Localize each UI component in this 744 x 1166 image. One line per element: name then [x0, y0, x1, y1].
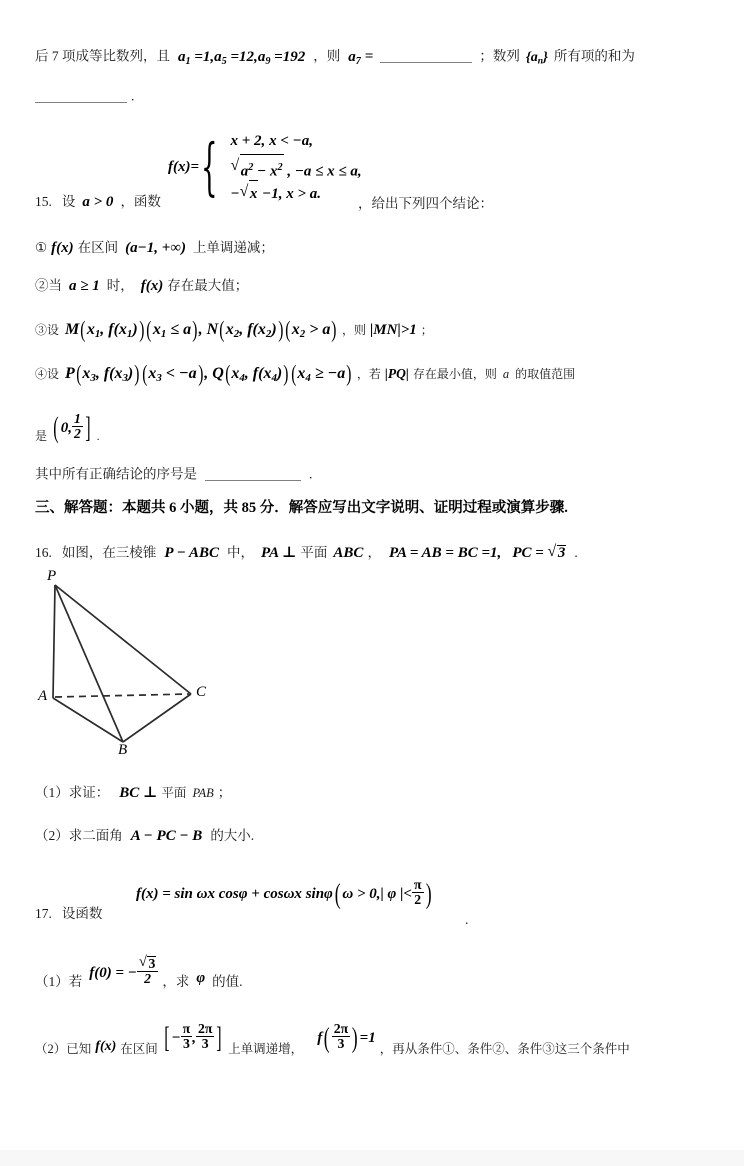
q15-piece-1: x + 2, x < −a, [230, 133, 313, 149]
edge-PB [55, 585, 123, 742]
q16-part2-end: 的大小. [210, 828, 255, 843]
q17-formula-line [136, 877, 433, 910]
q16-comma: ， [367, 545, 381, 560]
q16-period: . [574, 545, 578, 560]
edge-AC-dashed [55, 694, 189, 697]
q17-part-1 [35, 956, 243, 988]
q15-c1-mark: ① [35, 240, 48, 255]
q15-piece-3: − √ x −1, x > a. [231, 180, 362, 206]
q16-part2-mark: （2）求二面角 [35, 828, 123, 843]
q15-c4-interval: ( 0, $\frac{1}{2}$ ] [53, 411, 91, 444]
vertex-label-A: A [38, 688, 48, 704]
q16-part-1 [35, 785, 231, 801]
q17-condition: ( ω > 0,| φ |< $\frac{\pi}{2}$ ) [334, 877, 432, 910]
edge-PA [53, 585, 55, 698]
q15-c1-mid: 在区间 [77, 240, 119, 255]
q14-formula: $a_1 =1,a_5 =12,a_9 =192$ [178, 48, 306, 67]
q15-c2-mark: ②当 [35, 278, 62, 293]
q15-fx-label: f(x)= [168, 158, 200, 175]
q14-answer-blank-1[interactable] [380, 48, 472, 63]
q16-pc: PC = √ 3 [512, 545, 566, 561]
q15-c3-mid: ，则 [341, 323, 366, 337]
q16-number: 16. [35, 545, 52, 560]
q15-lead: 设 [61, 194, 76, 209]
q15-c4-pq: |PQ| [384, 366, 409, 381]
tetrahedron-figure [20, 560, 250, 770]
q15-c2-cond: a ≥ 1 [69, 278, 100, 294]
q14-text-c: 所有项的和为 [553, 48, 635, 64]
q16-plane-abc: ABC [333, 545, 364, 561]
q14-text-a: 后 7 项成等比数列，且 [35, 48, 170, 64]
q15-c1-fx: f(x) [51, 240, 74, 256]
q14-equals: = [364, 48, 374, 65]
q15-condition: a > 0 [82, 194, 114, 210]
q16-lengths: PA = AB = BC =1, [388, 545, 502, 561]
q15-piece-rows [231, 128, 362, 206]
q15-answer-blank[interactable] [205, 466, 301, 481]
q16-stem [35, 545, 578, 561]
q15-ask-period: . [309, 466, 313, 482]
q15-piecewise-function [168, 128, 362, 206]
q17-part2-fval: f( $\frac{2\pi}{3}$ ) =1 [317, 1021, 376, 1054]
q15-stem [35, 194, 161, 210]
q17-part-2 [35, 1022, 630, 1055]
q17-lead: 设函数 [61, 906, 103, 921]
q15-conclusion-3 [35, 317, 433, 343]
tetrahedron-svg [20, 560, 250, 770]
q16-plane-word: 平面 [300, 545, 328, 560]
q16-perp: PA ⊥ [261, 545, 297, 561]
q15-conclusion-1 [35, 240, 274, 256]
q16-part1-mark: （1）求证： [35, 785, 110, 800]
q15-tail-text: ，给出下列四个结论： [358, 196, 493, 211]
left-brace-icon: { [201, 129, 218, 203]
q17-part1-end: 的值. [212, 973, 243, 989]
q16-solid: P − ABC [164, 545, 220, 561]
vertex-label-P: P [47, 568, 57, 584]
q17-part1-mid: ，求 [162, 973, 190, 989]
q15-ask-line [35, 466, 312, 483]
q17-part2-mid: 在区间 [120, 1041, 158, 1056]
q14-text-semi: ；数列 [479, 48, 520, 64]
q14-answer-blank-2[interactable] [35, 88, 127, 103]
q16-mid1: 中， [227, 545, 255, 560]
vertex-label-B: B [118, 742, 128, 758]
section-3-heading-text: 三、解答题：本题共 6 小题，共 85 分．解答应写出文字说明、证明过程或演算步骤. [35, 500, 568, 516]
q17-part2-f: f(x) [95, 1038, 117, 1054]
q15-conclusion-2 [35, 278, 248, 294]
section-3-heading [35, 500, 568, 516]
q15-c1-interval: (a−1, +∞) [125, 240, 186, 256]
edge-AB [53, 698, 123, 742]
q17-stem [35, 906, 102, 922]
q16-part1-pab: PAB [192, 786, 214, 800]
q15-c4-mid2: 存在最小值，则 [412, 367, 497, 381]
q14-tail-line1 [35, 48, 635, 67]
q15-c3-points: $M(x_1$, $f(x_1)$) $(x_1 \le a)$, $N(x_2$, $f(x_2)$) $(x_2 > a)$ [65, 317, 337, 343]
q16-part-2 [35, 828, 254, 844]
page-bottom-band [0, 1150, 744, 1166]
q17-part1-phi: φ [196, 969, 206, 986]
q15-comma1: ，函数 [120, 194, 161, 209]
q16-part1-end: ； [217, 785, 232, 800]
q17-period: . [465, 912, 469, 927]
q15-c2-fx: f(x) [140, 278, 164, 294]
q14-sequence-symbol: $\{a_n\}$ [525, 49, 548, 67]
q15-c2-end: 存在最大值； [167, 278, 249, 293]
q17-period-wrap [465, 912, 468, 928]
q15-ask-text: 其中所有正确结论的序号是 [35, 466, 197, 482]
q15-c4-is: 是 [35, 428, 48, 443]
q16-part1-math: BC ⊥ [119, 785, 158, 801]
q17-part2-interval: [ − $\frac{\pi}{3}$ , $\frac{2\pi}{3}$ ] [163, 1021, 222, 1054]
q15-c4-a: a [502, 367, 510, 381]
edge-BC [123, 694, 191, 742]
q17-part2-mark: （2）已知 [35, 1041, 92, 1056]
q17-formula: f(x) = sin ωx cosφ + cosωx sinφ [136, 885, 333, 902]
q14-period: . [131, 88, 135, 104]
q15-c4-mid: ，若 [356, 367, 381, 381]
q14-tail-line2 [35, 88, 134, 105]
q17-part2-mid2: 上单调递增， [228, 1041, 304, 1056]
q14-a7: $a_7$ [348, 48, 361, 67]
q16-part1-plane: 平面 [161, 786, 187, 800]
q15-stem-tail [358, 196, 493, 212]
q15-piece-2: √ $a^2 - x^2$ , −a ≤ x ≤ a, [231, 154, 362, 180]
q15-c4-points: $P(x_3$, $f(x_3)$) $(x_3 < -a)$, $Q(x_4$, $f(x_4)$) $(x_4 \ge -a)$ [65, 361, 352, 387]
q15-c1-end: 上单调递减； [192, 240, 274, 255]
q15-conclusion-4 [35, 361, 576, 387]
q16-part2-math: A − PC − B [130, 828, 203, 844]
q17-part1-f0: f(0) = − √ $\frac{3}{2}$ [89, 965, 158, 981]
q15-number: 15. [35, 194, 52, 209]
vertex-label-C: C [196, 684, 207, 700]
q17-number: 17. [35, 906, 52, 921]
q15-c4-period: . [96, 428, 100, 443]
q16-lead: 如图，在三棱锥 [61, 545, 157, 560]
q15-c2-mid: 时， [106, 278, 134, 293]
q15-c4-mark: ④设 [35, 367, 60, 381]
q15-c3-mark: ③设 [35, 323, 60, 337]
edge-PC [55, 585, 191, 694]
q17-part2-tail: ，再从条件①、条件②、条件③这三个条件中 [379, 1041, 630, 1056]
q15-c4-mid3: 的取值范围 [515, 367, 576, 381]
q15-c3-result: |MN|>1 [369, 322, 417, 338]
q17-part1-mark: （1）若 [35, 973, 83, 989]
q15-conclusion-4-interval [35, 412, 100, 442]
q14-text-b: ，则 [313, 48, 341, 64]
q15-c3-end: ； [420, 323, 433, 337]
